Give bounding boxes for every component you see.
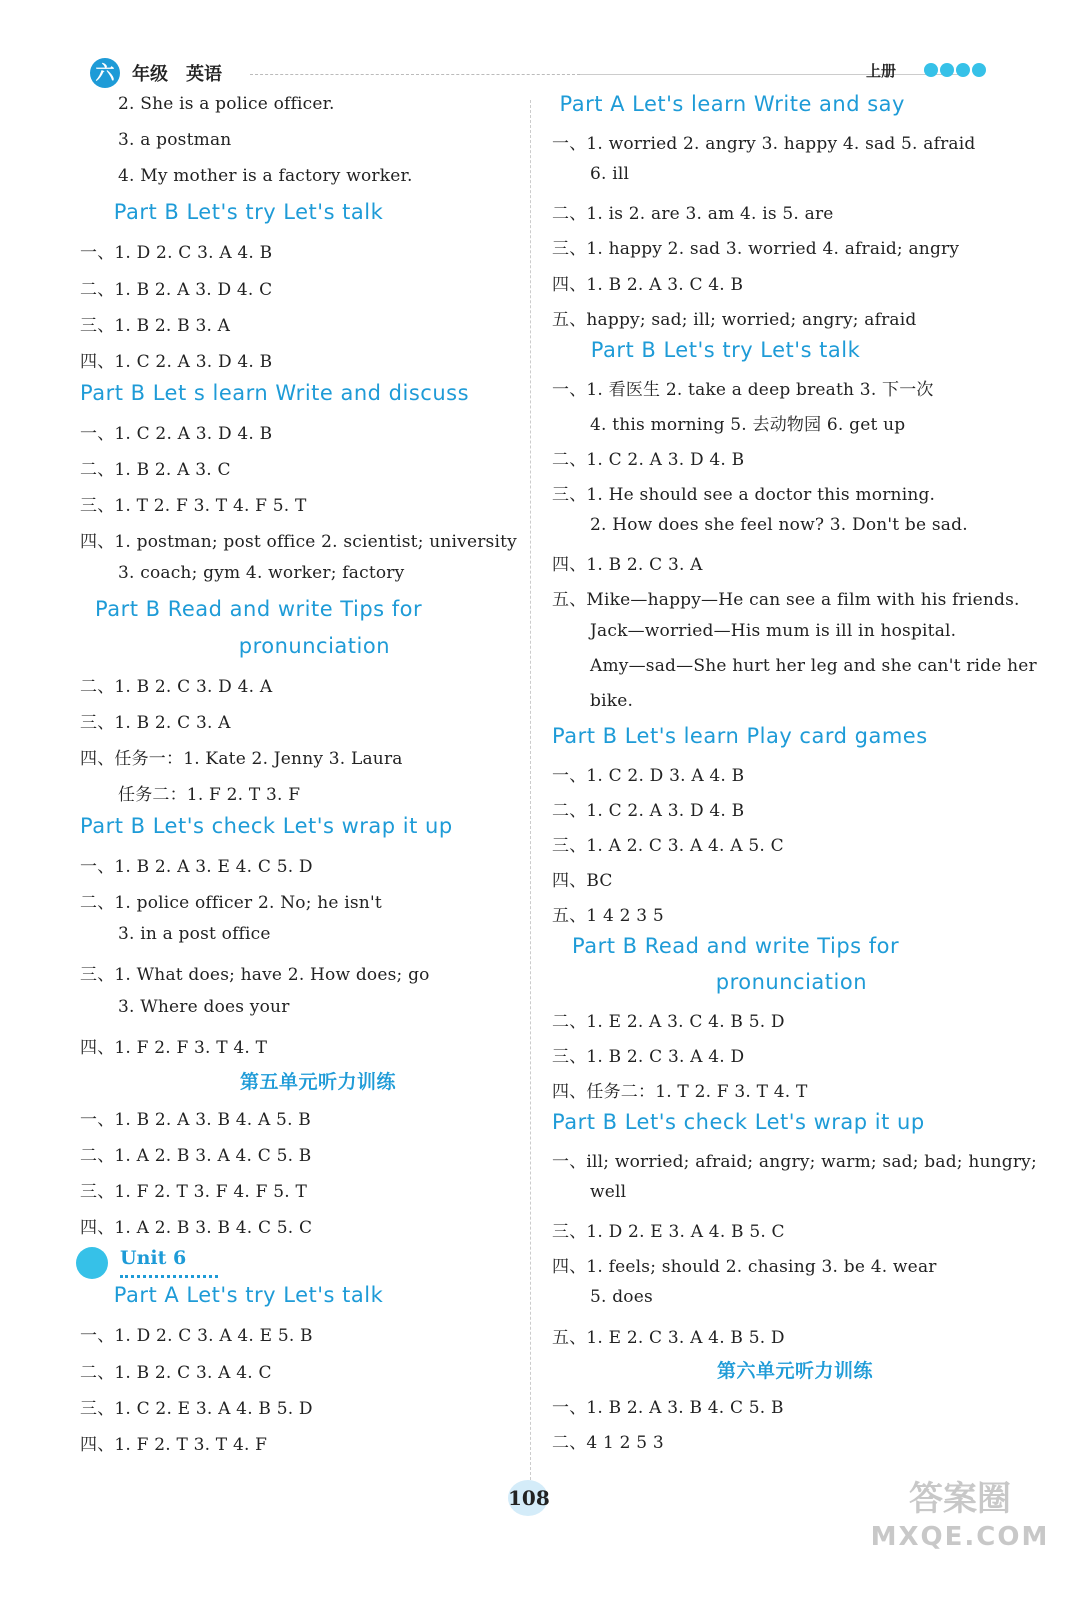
answer-line: 5. does bbox=[590, 1287, 653, 1308]
grade-badge: 六 bbox=[90, 58, 120, 88]
answer-line: 一、1. C 2. A 3. D 4. B bbox=[80, 423, 273, 444]
answer-line: 一、1. 看医生 2. take a deep breath 3. 下一次 bbox=[552, 379, 934, 400]
answer-line: 二、1. C 2. A 3. D 4. B bbox=[552, 450, 745, 470]
answer-line: 二、1. B 2. C 3. D 4. A bbox=[80, 676, 273, 697]
watermark-text: MXQE.COM bbox=[870, 1522, 1050, 1552]
answer-line: 6. ill bbox=[590, 164, 630, 185]
answer-line: 四、1. A 2. B 3. B 4. C 5. C bbox=[80, 1218, 313, 1239]
section-heading: Part B Let's check Let's wrap it up bbox=[80, 814, 453, 838]
answer-line: 一、1. B 2. A 3. E 4. C 5. D bbox=[80, 857, 313, 878]
answer-line: 二、1. B 2. C 3. A 4. C bbox=[80, 1362, 272, 1383]
answer-line: 二、4 1 2 5 3 bbox=[552, 1432, 664, 1453]
answer-line: 3. a postman bbox=[118, 130, 232, 151]
section-heading: Part B Let's check Let's wrap it up bbox=[552, 1109, 925, 1134]
answer-line: 一、1. B 2. A 3. B 4. C 5. B bbox=[552, 1397, 784, 1418]
answer-line: 二、1. B 2. A 3. C bbox=[80, 460, 231, 480]
answer-line: 2. She is a police officer. bbox=[118, 94, 335, 114]
section-heading: Part B Read and write Tips for bbox=[572, 934, 900, 959]
answer-line: 3. in a post office bbox=[118, 924, 271, 945]
answer-line: 3. Where does your bbox=[118, 996, 290, 1017]
answer-line: 四、1. postman; post office 2. scientist; university bbox=[80, 532, 517, 553]
unit-underline bbox=[120, 1275, 218, 1278]
answer-line: 三、1. B 2. C 3. A 4. D bbox=[552, 1046, 745, 1067]
answer-line: 四、1. F 2. T 3. T 4. F bbox=[80, 1434, 268, 1455]
page-number: 108 bbox=[508, 1480, 548, 1516]
section-heading: Part B Let's try Let's talk bbox=[590, 337, 861, 362]
section-heading: pronunciation bbox=[238, 633, 391, 658]
unit-circle-icon bbox=[76, 1247, 108, 1279]
answer-line: 二、1. A 2. B 3. A 4. C 5. B bbox=[80, 1145, 312, 1166]
answer-line: 四、任务一：1. Kate 2. Jenny 3. Laura bbox=[80, 748, 403, 769]
page-header bbox=[90, 58, 986, 88]
answer-line: 三、1. F 2. T 3. F 4. F 5. T bbox=[80, 1182, 307, 1202]
answer-line: 四、BC bbox=[552, 871, 613, 892]
section-heading: 第五单元听力训练 bbox=[240, 1070, 397, 1093]
answer-line: bike. bbox=[590, 690, 634, 711]
answer-line: 三、1. What does; have 2. How does; go bbox=[80, 965, 430, 986]
answer-line: 五、1. E 2. C 3. A 4. B 5. D bbox=[552, 1327, 785, 1348]
answer-line: 三、1. B 2. B 3. A bbox=[80, 315, 231, 336]
section-heading: Part B Read and write Tips for bbox=[95, 597, 423, 622]
answer-line: 4. My mother is a factory worker. bbox=[118, 166, 413, 187]
answer-line: 3. coach; gym 4. worker; factory bbox=[118, 563, 405, 584]
answer-line: 三、1. B 2. C 3. A bbox=[80, 712, 231, 733]
answer-line: 三、1. C 2. E 3. A 4. B 5. D bbox=[80, 1398, 313, 1419]
answer-line: 一、1. worried 2. angry 3. happy 4. sad 5. afraid bbox=[552, 134, 976, 155]
watermark-logo: 答案圈 MXQE.COM bbox=[870, 1480, 1050, 1556]
answer-line: 四、1. C 2. A 3. D 4. B bbox=[80, 351, 273, 372]
header-divider bbox=[580, 74, 960, 75]
answer-line: 五、1 4 2 3 5 bbox=[552, 906, 664, 927]
unit-title-text: Unit 6 bbox=[120, 1247, 187, 1270]
header-divider bbox=[250, 74, 580, 75]
subject-label: 英语 bbox=[186, 64, 222, 85]
answer-line: 五、happy; sad; ill; worried; angry; afraid bbox=[552, 309, 917, 330]
answer-line: 一、1. D 2. C 3. A 4. E 5. B bbox=[80, 1326, 313, 1347]
answer-line: 四、1. feels; should 2. chasing 3. be 4. wear bbox=[552, 1257, 937, 1278]
answer-line: 四、1. B 2. C 3. A bbox=[552, 555, 703, 576]
answer-line: Jack—worried—His mum is ill in hospital. bbox=[590, 620, 957, 641]
answer-line: 一、1. D 2. C 3. A 4. B bbox=[80, 243, 273, 264]
answer-line: 四、任务二：1. T 2. F 3. T 4. T bbox=[552, 1081, 808, 1102]
section-heading: Part B Let s learn Write and discuss bbox=[80, 380, 470, 405]
answer-line: 2. How does she feel now? 3. Don't be sad. bbox=[590, 515, 968, 536]
answer-line: 三、1. D 2. E 3. A 4. B 5. C bbox=[552, 1222, 785, 1243]
answer-line: 任务二：1. F 2. T 3. F bbox=[118, 784, 301, 805]
answer-line: 4. this morning 5. 去动物园 6. get up bbox=[590, 414, 906, 435]
section-heading: Part B Let's learn Play card games bbox=[552, 723, 928, 748]
answer-line: 一、1. B 2. A 3. B 4. A 5. B bbox=[80, 1109, 311, 1130]
section-heading: Part B Let's try Let's talk bbox=[113, 200, 384, 225]
answer-line: 三、1. happy 2. sad 3. worried 4. afraid; angry bbox=[552, 239, 960, 260]
answer-line: 一、ill; worried; afraid; angry; warm; sad; bad; hungry; bbox=[552, 1152, 1037, 1172]
grade-label: 年级 bbox=[132, 64, 168, 85]
answer-line: well bbox=[590, 1182, 627, 1203]
volume-label: 上册 bbox=[865, 62, 896, 80]
answer-line: Amy—sad—She hurt her leg and she can't ride her bbox=[590, 655, 1037, 676]
section-heading: pronunciation bbox=[715, 969, 868, 994]
column-divider bbox=[530, 100, 531, 1490]
answer-line: 二、1. is 2. are 3. am 4. is 5. are bbox=[552, 204, 834, 225]
answer-line: 一、1. C 2. D 3. A 4. B bbox=[552, 765, 745, 786]
section-heading: Part A Let's try Let's talk bbox=[113, 1283, 384, 1308]
answer-line: 二、1. C 2. A 3. D 4. B bbox=[552, 801, 745, 821]
answer-line: 三、1. T 2. F 3. T 4. F 5. T bbox=[80, 496, 307, 517]
answer-line: 四、1. F 2. F 3. T 4. T bbox=[80, 1037, 268, 1058]
answer-line: 二、1. E 2. A 3. C 4. B 5. D bbox=[552, 1011, 785, 1032]
section-heading: Part A Let's learn Write and say bbox=[559, 92, 905, 116]
answer-line: 五、Mike—happy—He can see a film with his friends. bbox=[552, 590, 1020, 611]
answer-line: 二、1. B 2. A 3. D 4. C bbox=[80, 279, 273, 300]
answer-line: 三、1. A 2. C 3. A 4. A 5. C bbox=[552, 836, 784, 857]
answer-line: 三、1. He should see a doctor this morning. bbox=[552, 485, 936, 506]
answer-line: 二、1. police officer 2. No; he isn't bbox=[80, 893, 382, 914]
volume-dots-icon bbox=[922, 62, 986, 81]
section-heading: 第六单元听力训练 bbox=[717, 1359, 874, 1382]
answer-line: 四、1. B 2. A 3. C 4. B bbox=[552, 274, 744, 295]
